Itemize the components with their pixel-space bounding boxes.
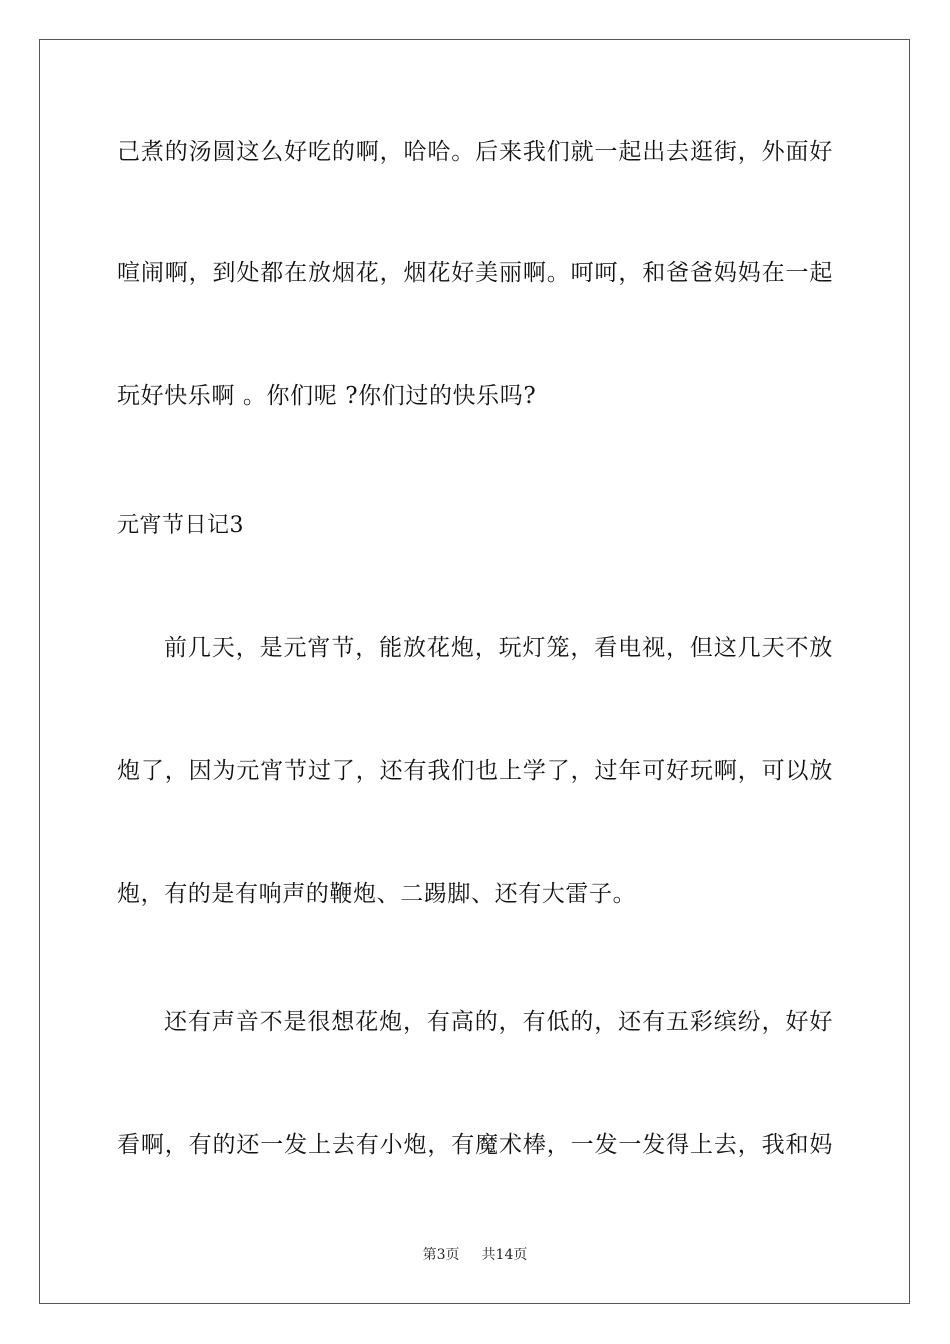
page-total: 共14页 bbox=[481, 1247, 528, 1263]
paragraph-2-line-2: 看啊，有的还一发上去有小炮，有魔术棒，一发一发得上去，我和妈 bbox=[117, 1132, 833, 1158]
paragraph-1-line-3: 炮，有的是有响声的鞭炮、二踢脚、还有大雷子。 bbox=[117, 881, 637, 907]
paragraph-2-line-1: 还有声音不是很想花炮，有高的，有低的，还有五彩缤纷，好好 bbox=[164, 1009, 833, 1035]
page-number: 第3页 bbox=[422, 1247, 460, 1263]
text-line-3: 玩好快乐啊 。你们呢 ?你们过的快乐吗? bbox=[117, 383, 537, 409]
paragraph-1-line-2: 炮了，因为元宵节过了，还有我们也上学了，过年可好玩啊，可以放 bbox=[117, 758, 833, 784]
text-line-2: 喧闹啊，到处都在放烟花，烟花好美丽啊。呵呵，和爸爸妈妈在一起 bbox=[117, 260, 833, 286]
page-border bbox=[39, 39, 910, 1304]
page-footer bbox=[0, 1246, 950, 1264]
text-line-1: 己煮的汤圆这么好吃的啊，哈哈。后来我们就一起出去逛街，外面好 bbox=[117, 139, 833, 165]
section-heading: 元宵节日记3 bbox=[117, 513, 244, 538]
paragraph-1-line-1: 前几天，是元宵节，能放花炮，玩灯笼，看电视，但这几天不放 bbox=[164, 635, 833, 661]
